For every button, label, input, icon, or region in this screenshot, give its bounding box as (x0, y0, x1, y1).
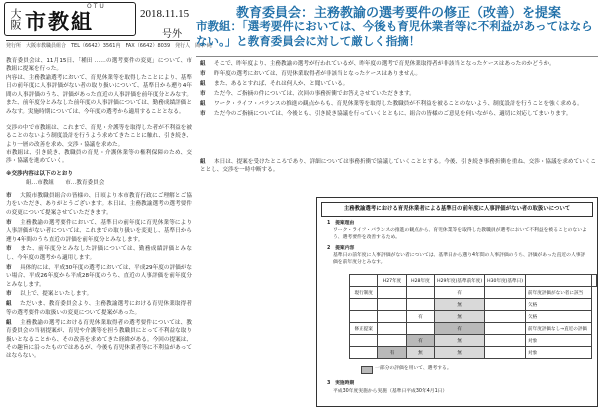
table-cell: 無 (435, 347, 485, 359)
dialog-text: 昨年度の選考においては、育児休業取得者が非該当となったケースはありません。 (214, 70, 422, 77)
dialog-text: 具体的には、平成30年度の選考においては、平成29年度の評価がない場合、平成26年度から平成28年度のうち、直近の人事評価を前年度分とみなします。 (6, 264, 192, 288)
title-box (4, 2, 136, 36)
intro-paragraph-2: 内容は、主務教諭選考において、育児休業等を取得したことにより、基準日の前年度に人事評価がない者の取り扱いについて、基準日から遡り4年間の人事評価のうち、評価があった直近の人事評価を前年度分とみなす。また、前年度分とみなした前年度の人事評価については、勤務成績評価とみなす。実施時期については、今年度の選考から適用することとなる。 (6, 75, 192, 115)
table-row (350, 299, 597, 311)
table-cell: 有 (435, 323, 485, 335)
row-label: 現行制度 (350, 287, 378, 299)
dialog-text: ただ今のご指摘については、今後とも、引き続き協議を行っていくとともに、組合の皆様のご意見を伺いながら、適切に対応してまいります。 (214, 110, 572, 117)
speaker-label: 市 (6, 264, 12, 271)
closing-statement (200, 158, 596, 188)
table-cell: 前年度評価なし→直近の評価 (526, 323, 592, 335)
proposal-figure (316, 197, 598, 407)
dialog-line (200, 110, 596, 118)
table-row (350, 347, 597, 359)
dialog-line (6, 319, 192, 361)
issue-date: 2018.11.15 (140, 8, 190, 20)
dialog-line (200, 70, 596, 78)
publisher-line: 発行所 大阪市教職員組合 TEL（6642）3561内 FAX（6642）8039 発行人 岡本 純 (6, 40, 190, 49)
table-cell (485, 311, 526, 323)
dialog-text: また、あるとすれば、それは何人か、と聞いている。 (214, 80, 349, 87)
dialog-line (200, 100, 596, 108)
dialog-line (6, 192, 192, 217)
table-cell (378, 323, 406, 335)
table-cell: 対象 (526, 335, 592, 347)
newsletter-title: 市教組 (25, 9, 94, 34)
figure-item3-heading: 3 実施時期 (327, 381, 355, 386)
table-cell (378, 299, 406, 311)
table-header-cell (350, 275, 378, 287)
dialog-line (6, 264, 192, 289)
table-cell: 欠格 (526, 299, 592, 311)
row-label: 修正提案 (350, 323, 378, 335)
table-cell: 無 (435, 299, 485, 311)
table-row (350, 323, 597, 335)
dialog-line (200, 60, 596, 68)
table-cell: 無 (435, 311, 485, 323)
table-cell (378, 335, 406, 347)
dialog-text: また、前年度分とみなした評価については、勤務成績評価とみなし、今年度の選考から適用します。 (6, 246, 192, 261)
dialog-line (6, 290, 192, 298)
table-cell (485, 323, 526, 335)
table-row (350, 311, 597, 323)
figure-item2-heading: 2 提案内容 (327, 246, 355, 251)
headline-secondary: 市教組：「選考要件においては、今後も育児休業者等に不利益があってはならない。」と教育委員会に対して厳しく指摘！ (196, 19, 593, 48)
speaker-label: 組 (6, 301, 12, 308)
row-label (350, 347, 378, 359)
table-cell: 無 (435, 335, 485, 347)
table-cell: 有 (406, 311, 434, 323)
closing-text: 本日は、提案を受けたところであり、詳細については事務折衝で協議していくこととする。今後、引き続き事務折衝を重ね、交渉・協議を求めていくこととし、交渉を一時中断する。 (200, 159, 596, 174)
table-header-cell (526, 275, 592, 287)
speaker-label: 市 (6, 291, 12, 298)
table-cell (378, 287, 406, 299)
speaker-label: 市 (6, 193, 12, 199)
title-subtitle: OTU (87, 3, 106, 10)
title-prefix: 大阪 (9, 8, 22, 30)
dialog-text: ワーク・ライフ・バランスの推進の観点からも、育児休業等を取得した教職員が不利益を被ることのないよう、制度設計を行うことを強く求める。 (214, 100, 583, 107)
table-cell (406, 323, 434, 335)
figure-item1-heading: 1 提案理由 (327, 221, 355, 226)
table-cell (485, 335, 526, 347)
speaker-label: 市 (200, 110, 206, 117)
table-cell (378, 311, 406, 323)
left-dialog (6, 192, 192, 406)
dialog-line (200, 80, 596, 88)
legend-text: 一部分の評価を用いて、選考する。 (375, 366, 452, 371)
intro-paragraph-3: 交渉の中で市教組は、これまで、育児・介護等を取得した者が不利益を被ることのないよう制度設計を行うよう求めてきたことに触れ、引き続き、より一層の改善を求め、交渉・協議を求めた。 (6, 125, 192, 148)
row-label (350, 311, 378, 323)
figure-item2-text: 基準日の前年度に人事評価がない者については、基準日から遡り4年間の人事評価のうち、評価があった直近の人事評価を前年度分とみなす。 (333, 253, 586, 265)
speaker-label: 市 (6, 246, 12, 253)
table-header-cell: H27年度 (378, 275, 406, 287)
issue-label: 号外 (162, 29, 182, 40)
table-cell: 欠格 (526, 311, 592, 323)
speaker-label: 組 (200, 100, 206, 107)
figure-item1-text: ワーク・ライフ・バランスの推進の観点から、育児休業等を取得した教職員が選考において不利益を被ることのないよう、選考要件を改善するため。 (333, 228, 587, 240)
table-cell (485, 287, 526, 299)
speaker-label: 市 (200, 90, 206, 97)
headline-primary: 教育委員会：主務教諭の選考要件の修正（改善）を提案 (236, 6, 562, 21)
dialog-text: ただ今、ご指摘の件については、次回の事務折衝でお答えさせていただきます。 (214, 90, 415, 97)
table-cell: 対象 (526, 347, 592, 359)
dialog-text: そこで、昨年度より、主務教諭の選考が行われているが、昨年度の選考で育児休業取得者が非該当となったケースはあったのかどうか。 (214, 61, 555, 67)
headline-rule (196, 56, 598, 57)
section-heading: ※交渉内容は以下のとおり (6, 171, 73, 177)
table-cell: 前年度評価がない者に該当 (526, 287, 592, 299)
speaker-label: 組 (6, 319, 12, 326)
speaker-label: 市 (200, 70, 206, 77)
table-cell: 有 (406, 335, 434, 347)
dialog-text: ただいま、教育委員会より、主務教諭選考における育児休業取得者等の選考要件の取扱いの変更について提案があった。 (6, 301, 192, 316)
row-label (350, 335, 378, 347)
table-cell: 有 (435, 287, 485, 299)
dialog-text: 主務教諭の選考要件において、基準日の前年度に育児休業等により人事評価がない者については、これまでの取り扱いを変更し、基準日から遡り4年間のうち直近の評価を前年度分とみなします。 (6, 219, 192, 243)
table-cell (406, 299, 434, 311)
table-row (350, 287, 597, 299)
dialog-line (6, 219, 192, 244)
dialog-line (200, 90, 596, 98)
intro-paragraph-4: 市教組は、引き続き、教職員の育児・介護休業等の権利保障のため、交渉・協議を進めていく。 (6, 150, 192, 165)
speaker-label: 組 (200, 61, 206, 67)
evaluation-table (349, 274, 597, 359)
dialog-text: 主務教諭の選考における育児休業取得者の選考要件については、教育委員会の当初提案が、育児や介護等を担う教職員にとって不利益な取り扱いとなることから、その改善を求めてきた経緯がある。今回の提案は、その趣旨に沿ったものではあるが、今後も育児休業者等に不利益があってはならない。 (6, 319, 192, 360)
row-label (350, 299, 378, 311)
closing-speaker: 組 (200, 159, 206, 165)
table-cell (485, 347, 526, 359)
table-row (350, 335, 597, 347)
table-header-cell: H30年度(基準日) (485, 275, 526, 287)
table-header-row (350, 275, 597, 287)
table-header-cell: H29年度(基準前年度) (435, 275, 485, 287)
dialog-text: 大阪市教職員組合の皆様の、日頃より本市教育行政にご理解とご協力をいただき、ありがとうございます。本日は、主務教諭選考の選考要件の変更について提案させていただきます。 (6, 193, 192, 216)
table-cell: 無 (406, 347, 434, 359)
table-cell (406, 287, 434, 299)
speaker-label: 市 (6, 219, 12, 226)
table-cell: 有 (378, 347, 406, 359)
dialog-line (6, 245, 192, 262)
speaker-legend: 組…市教組 市…教育委員会 (26, 180, 105, 186)
table-header-cell (592, 275, 597, 287)
speaker-label: 組 (200, 80, 206, 87)
figure-item3-text: 平成30年度実施から実施（基準日平成30年4月1日） (333, 389, 448, 394)
figure-title: 主務教諭選考における育児休業者による基準日の前年度に人事評価がない者の取扱いについて (321, 202, 593, 217)
legend-swatch (361, 366, 373, 374)
masthead (4, 2, 212, 56)
intro-paragraph-1: 教育委員会は、11月15日、「種田 ……の選考要件の変更」について、市教組に提案を行った。 (6, 58, 192, 73)
dialog-line (6, 300, 192, 317)
table-header-cell: H28年度 (406, 275, 434, 287)
dialog-text: 以上で、提案といたします。 (20, 291, 93, 298)
table-cell (485, 299, 526, 311)
